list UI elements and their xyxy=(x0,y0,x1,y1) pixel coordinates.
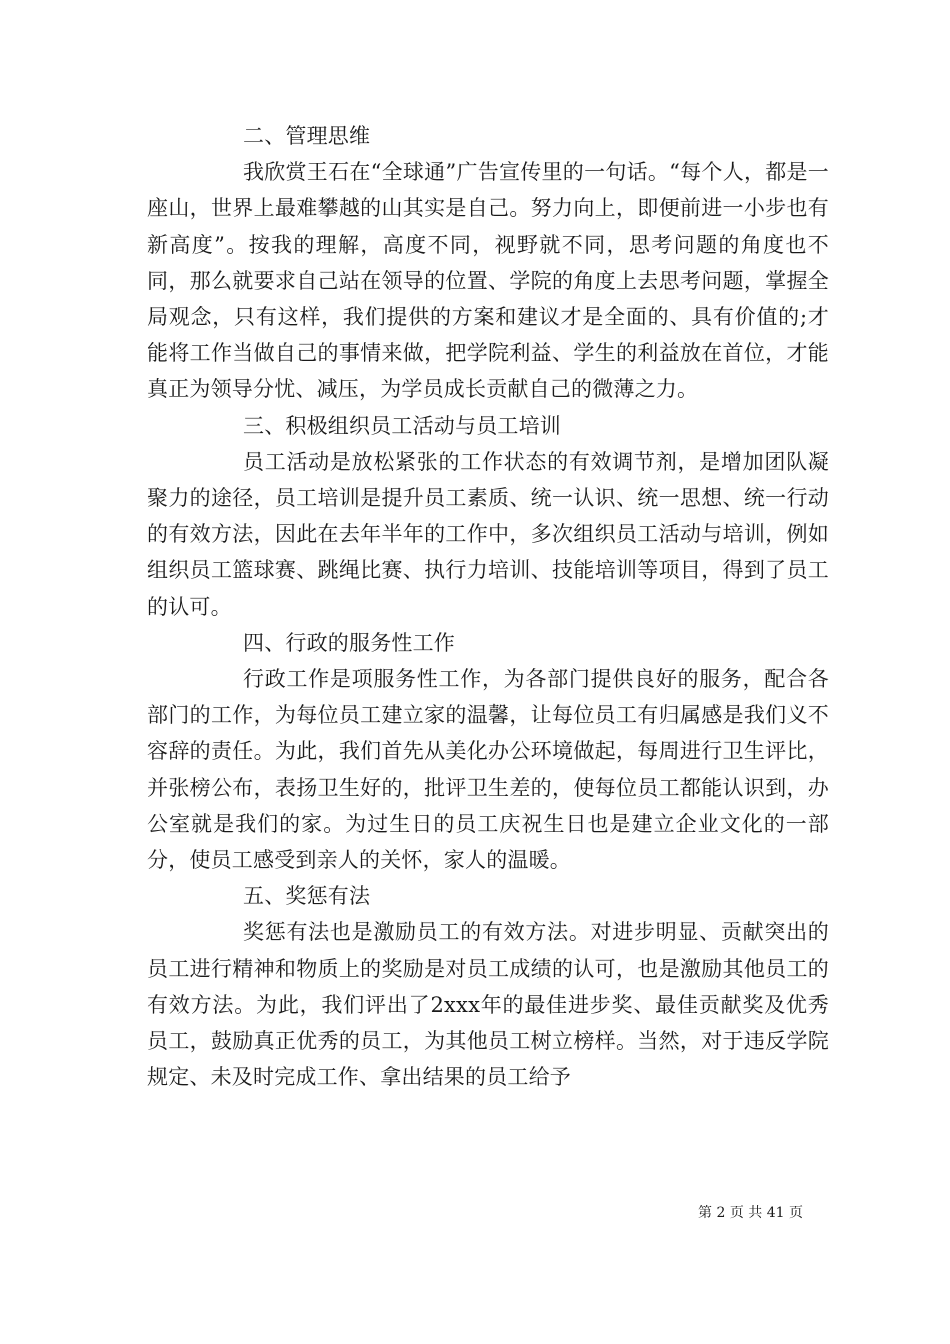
section-heading-admin-service: 四、行政的服务性工作 xyxy=(243,630,455,655)
section-heading-rewards-penalties: 五、奖惩有法 xyxy=(243,884,371,909)
document-body xyxy=(147,118,829,1095)
section-heading-management-thinking: 二、管理思维 xyxy=(243,124,371,148)
section-body-admin-service: 行政工作是项服务性工作，为各部门提供良好的服务，配合各部门的工作，为每位员工建立家的温馨，让每位员工有归属感是我们义不容辞的责任。为此，我们首先从美化办公环境做起，每周进行卫生评比，并张榜公布，表扬卫生好的，批评卫生差的，使每位员工都能认识到，办公室就是我们的家。为过生日的员工庆祝生日也是建立企业文化的一部分，使员工感受到亲人的关怀，家人的温暖。 xyxy=(147,667,829,873)
section-body-management-thinking: 我欣赏王石在“全球通”广告宣传里的一句话。“每个人，都是一座山，世界上最难攀越的山其实是自己。努力向上，即便前进一小步也有新高度”。按我的理解，高度不同，视野就不同，思考问题的角度也不同，那么就要求自己站在领导的位置、学院的角度上去思考问题，掌握全局观念，只有这样，我们提供的方案和建议才是全面的、具有价值的;才能将工作当做自己的事情来做，把学院利益、学生的利益放在首位，才能真正为领导分忧、减压，为学员成长贡献自己的微薄之力。 xyxy=(147,160,829,402)
section-body-employee-activities: 员工活动是放松紧张的工作状态的有效调节剂，是增加团队凝聚力的途径，员工培训是提升员工素质、统一认识、统一思想、统一行动的有效方法，因此在去年半年的工作中，多次组织员工活动与培训，例如组织员工篮球赛、跳绳比赛、执行力培训、技能培训等项目，得到了员工的认可。 xyxy=(147,449,829,619)
section-heading-employee-activities: 三、积极组织员工活动与员工培训 xyxy=(243,413,561,438)
page-number-footer: 第 2 页 共 41 页 xyxy=(698,1205,803,1221)
section-body-rewards-penalties: 奖惩有法也是激励员工的有效方法。对进步明显、贡献突出的员工进行精神和物质上的奖励是对员工成绩的认可，也是激励其他员工的有效方法。为此，我们评出了2xxx年的最佳进步奖、最佳贡献奖及优秀员工，鼓励真正优秀的员工，为其他员工树立榜样。当然，对于违反学院规定、未及时完成工作、拿出结果的员工给予 xyxy=(147,920,829,1090)
